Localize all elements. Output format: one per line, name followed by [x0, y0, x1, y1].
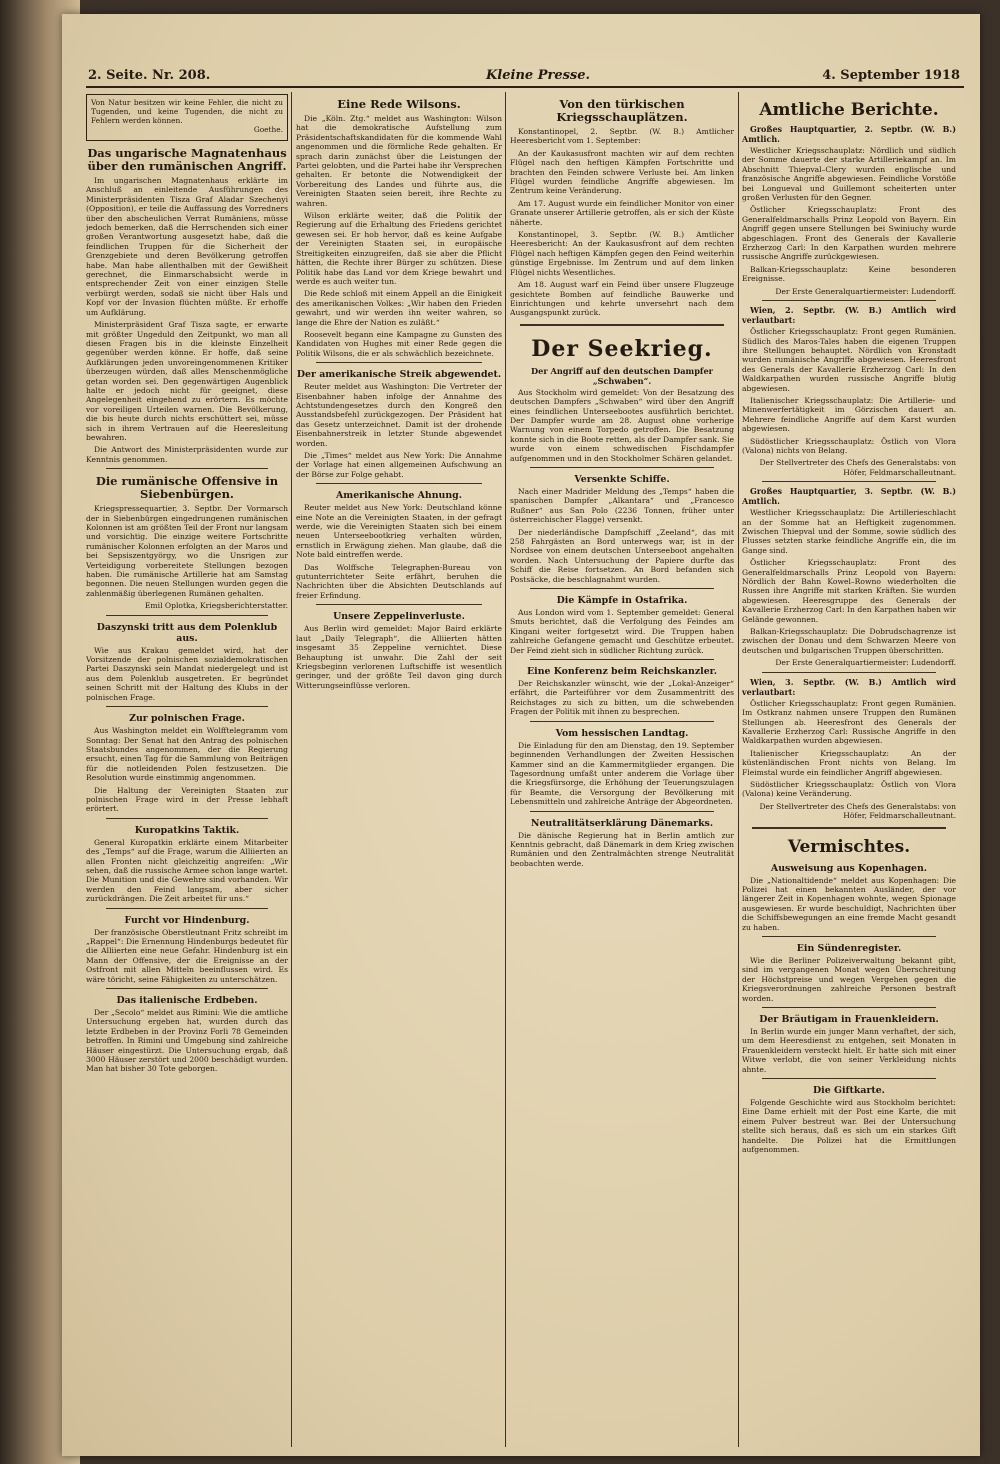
article-paragraph: Die Antwort des Ministerpräsidenten wurde zur Kenntnis genommen.: [86, 445, 288, 464]
article-paragraph: General Kuropatkin erklärte einem Mitarbeiter des „Temps“ auf die Frage, warum die Alliierten an allen Fronten nicht gleichzeitig angreifen: „Wir sehen, daß die russische Armee schon lange wartet. Die Munition und die Gewehre sind vorhanden. Wir werden den Feind langsam, aber sicher zurückdrängen. Die Zeit arbeitet für uns.“: [86, 837, 288, 904]
divider: [530, 811, 714, 812]
divider: [106, 908, 268, 909]
page-header: [86, 66, 964, 88]
article-paragraph: Reuter meldet aus Washington: Die Vertreter der Eisenbahner haben infolge der Annahme des Achtstundengesetzes durch den Kongreß den Ausstandsbefehl zurückgezogen. Der Präsident hat das Gesetz unterzeichnet. Damit ist der drohende Eisenbahnerstreik in letzter Stunde abgewendet worden.: [296, 382, 502, 448]
article-title: Der amerikanische Streik abgewendet.: [296, 369, 502, 381]
article-title: Ausweisung aus Kopenhagen.: [770, 862, 928, 874]
divider: [520, 324, 724, 326]
article-paragraph: Östlicher Kriegsschauplatz: Front gegen Rumänien. Südlich des Maros-Tales haben die eigenen Truppen ihre Stellungen behauptet. Nördlich von Kronstadt wurden rumänische Angriffe abgewiesen. Heeresfront des Generals der Kavallerie Erzherzog Carl: In den Waldkarpathen wurden russische Angriffe blutig abgewiesen.: [742, 327, 956, 393]
divider: [316, 604, 482, 605]
article-title: Daszynski tritt aus dem Polenklub aus.: [96, 621, 278, 644]
motto-text: Von Natur besitzen wir keine Fehler, die nicht zu Tugenden, und keine Tugenden, die nicht zu Fehlern werden können.: [91, 98, 283, 125]
article-paragraph: Westlicher Kriegsschauplatz: Die Artillerieschlacht an der Somme hat an Heftigkeit zugenommen. Zwischen Thiepval und der Somme, sowie südlich des Flusses setzten starke feindliche Angriffe ein, die im Gange sind.: [742, 508, 956, 555]
article-paragraph: Die „Köln. Ztg.“ meldet aus Washington: Wilson hat die demokratische Aufstellung zum Präsidentschaftskandidaten für die kommende Wahl angenommen und die förmliche Rede gehalten. Er sprach darin zunächst über die Leistungen der Partei gelobten, und die Partei habe ihr Versprechen gehalten. Er betonte die Notwendigkeit der Vorbereitung des Landes und führte aus, die Vereinigten Staaten seien bereit, ihre Rechte zu wahren.: [296, 114, 502, 208]
article-title: Der Bräutigam in Frauenkleidern.: [759, 1014, 939, 1026]
article-paragraph: Aus Washington meldet ein Wolfftelegramm vom Sonntag: Der Senat hat den Antrag des polnischen Staatsbundes angenommen, der die Regierung ersucht, einen Tag für die Sammlung von Beiträgen für die notleidenden Polen festzusetzen. Die Resolution wurde einstimmig angenommen.: [86, 726, 288, 783]
article-paragraph: Reuter meldet aus New York: Deutschland könne eine Note an die Vereinigten Staaten, in der gefragt werde, wie die Vereinigten Staaten sich bei einem neuen Unterseebootkrieg verhalten würden, ernstlich in Erwägung ziehen. Man glaube, daß die Note bald eintreffen werde.: [296, 503, 502, 560]
article-title: Amerikanische Ahnung.: [336, 490, 462, 502]
article-paragraph: Roosevelt begann eine Kampagne zu Gunsten des Kandidaten von Hughes mit einer Rede gegen die Politik Wilsons, die er als schwächlich bezeichnete.: [296, 329, 502, 358]
article-title: Zur polnischen Frage.: [129, 713, 245, 725]
article-title: Die Kämpfe in Ostafrika.: [556, 595, 688, 607]
article-paragraph: Die Rede schloß mit einem Appell an die Einigkeit des amerikanischen Volkes: „Wir haben den Frieden gewahrt, und wir werden ihn weiter wahren, so lange die Ehre der Nation es zuläßt.“: [296, 289, 502, 327]
article-paragraph: Konstantinopel, 2. Septbr. (W. B.) Amtlicher Heeresbericht vom 1. September:: [510, 127, 734, 146]
article-paragraph: Der niederländische Dampfschiff „Zeeland“, das mit 258 Fahrgästen an Bord unterwegs war, ist in der Nordsee von einem deutschen Unterseeboot angehalten worden. Nach Untersuchung der Papiere durfte das Schiff die Reise fortsetzen. An Bord befanden sich Postsäcke, die beschlagnahmt wurden.: [510, 527, 734, 584]
article-title: Unsere Zeppelinverluste.: [333, 611, 465, 623]
masthead: Kleine Presse.: [486, 68, 591, 83]
article-paragraph: Östlicher Kriegsschauplatz: Front gegen Rumänien. Im Ostkranz nahmen unsere Truppen den Rumänen Stellungen ab. Heeresfront des Generals der Kavallerie Erzherzog Carl: Russische Angriffe in den Waldkarpathen wurden abgewiesen.: [742, 698, 956, 746]
divider: [316, 362, 482, 363]
column-1: [86, 92, 288, 1447]
article-paragraph: Die Haltung der Vereinigten Staaten zur polnischen Frage wird in der Presse lebhaft erörtert.: [86, 785, 288, 814]
divider: [752, 827, 946, 829]
article-paragraph: Die dänische Regierung hat in Berlin amtlich zur Kenntnis gebracht, daß Dänemark in dem Krieg zwischen Rumänien und den Zentralmächten strenge Neutralität beobachten werde.: [510, 830, 734, 868]
article-paragraph: An der Kaukasusfront machten wir auf dem rechten Flügel nach den heftigen Kämpfen Fortschritte und brachten den Feinden schwere Verluste bei. Am linken Flügel wurden feindliche Angriffe abgewiesen. Im Zentrum keine Veränderung.: [510, 148, 734, 196]
report-dateline: Großes Hauptquartier, 3. Septbr. (W. B.) Amtlich.: [742, 486, 956, 507]
article-title: Eine Konferenz beim Reichskanzler.: [526, 666, 718, 678]
article-paragraph: Im ungarischen Magnatenhaus erklärte im Anschluß an einleitende Ausführungen des Ministerpräsidenten Tisza Graf Aladar Szechenyi (Opposition), er teile die Auffassung des Vorredners über den abscheulichen Verrat Rumäniens, müsse jedoch bemerken, daß die Herrschenden sich einer großen Verantwortung ausgesetzt habe, daß die feindlichen Truppen für die Sicherheit der Grenzgebiete und deren Bevölkerung getroffen habe. Man habe allenthalben mit der Gewißheit gerechnet, die Einmarschabsicht werde in entsprechender Zeit von einer einzigen Stelle verbürgt werden, sodaß sie nicht über Hals und Kopf vor der Invasion flüchten müßte. Er erhoffe um Aufklärung.: [86, 176, 288, 317]
article-paragraph: Folgende Geschichte wird aus Stockholm berichtet: Eine Dame erhielt mit der Post eine Karte, die mit einem Pulver bestreut war. Bei der Untersuchung stellte sich heraus, daß es sich um ein starkes Gift handelte. Die Polizei hat die Ermittlungen aufgenommen.: [742, 1098, 956, 1155]
column-3: [510, 92, 734, 1447]
article-paragraph: Die Einladung für den am Dienstag, den 19. September beginnenden Verhandlungen der Zweiten Hessischen Kammer sind an die Kammermitglieder ergangen. Die Tagesordnung umfaßt unter anderem die Vorlage über die Kriegsfürsorge, die Erhöhung der Teuerungszulagen für Beamte, die Versorgung der Bevölkerung mit Lebensmitteln und zahlreiche Anträge der Abgeordneten.: [510, 740, 734, 807]
divider: [762, 936, 936, 937]
article-paragraph: Kriegspressequartier, 3. Septbr. Der Vormarsch der in Siebenbürgen eingedrungenen rumänischen Kolonnen ist am größten Teil der Front nur langsam und vorsichtig. Die einzige weitere Fortschritte rumänischer Kolonnen erfolgten an der Maros und bei Sepsiszentgyörgy, wo die Unsrigen zur Verteidigung vorbereitete Stellungen bezogen haben. Die rumänische Artillerie hat am Samstag begonnen. Die neuen Stellungen wurden gegen die zahlenmäßig überlegenen Rumänen gehalten.: [86, 504, 288, 598]
article-paragraph: Das Wolffsche Telegraphen-Bureau von gutunterrichteter Seite erfährt, beruhen die Nachrichten über die Absichten Deutschlands auf freier Erfindung.: [296, 562, 502, 600]
divider: [762, 1007, 936, 1008]
article-title: Neutralitätserklärung Dänemarks.: [530, 817, 714, 829]
article-title: Eine Rede Wilsons.: [337, 97, 461, 111]
article-signature: Emil Oplotka, Kriegsberichterstatter.: [144, 601, 288, 611]
article-paragraph: Ministerpräsident Graf Tisza sagte, er erwarte mit größter Ungeduld den Zeitpunkt, wo man all diesen Fragen bis in die kleinste Einzelheit gegenüber werden könne. Er hoffe, daß seine Aufklärungen jeden unvoreingenommenen Kritiker überzeugen würden, daß alles Menschenmögliche getan worden sei. Den gegenwärtigen Augenblick halte er jedoch nicht für geeignet, diese Angelegenheit eingehend zu erörtern. Es möchte vor voreiligen Urteilen warnen. Die Bevölkerung, die bis heute durch nichts erschüttert sei, müsse sich in ihrem Vertrauen auf die Heeresleitung bewahren.: [86, 320, 288, 442]
page-number: 2. Seite. Nr. 208.: [88, 68, 211, 83]
divider: [530, 721, 714, 722]
article-paragraph: Nach einer Madrider Meldung des „Temps“ haben die spanischen Dampfer „Alkantara“ und „Francesco Rußner“ aus San Polo (2236 Tonnen, früher unter österreichischer Flagge) versenkt.: [510, 486, 734, 525]
section-title: Der Seekrieg.: [531, 335, 713, 362]
article-paragraph: Die „Times“ meldet aus New York: Die Annahme der Vorlage hat einen allgemeinen Aufschwung an der Börse zur Folge gehabt.: [296, 451, 502, 479]
divider: [762, 672, 936, 673]
article-paragraph: Östlicher Kriegsschauplatz: Front des Generalfeldmarschalls Prinz Leopold von Bayern: Nördlich der Bahn Kowel–Rowno wiederholten die Russen ihre Angriffe mit starken Kräften. Sie wurden abgewiesen. Heeresgruppe des Generals der Kavallerie Erzherzog Carl: In den Karpathen haben wir Gelände gewonnen.: [742, 558, 956, 624]
report-signature: Der Erste Generalquartiermeister: Ludendorff.: [775, 286, 956, 296]
article-paragraph: Wie die Berliner Polizeiverwaltung bekannt gibt, sind im vergangenen Monat wegen Überschreitung der Höchstpreise und wegen Vergehen gegen die Kriegsverordnungen zahlreiche Personen bestraft worden.: [742, 956, 956, 1003]
article-title: Furcht vor Hindenburg.: [124, 914, 250, 926]
article-paragraph: Der „Secolo“ meldet aus Rimini: Wie die amtliche Untersuchung ergeben hat, wurden durch das letzte Erdbeben in der Provinz Forli 78 Gemeinden betroffen. In Rimini und Umgebung sind zahlreiche Häuser eingestürzt. Die Untersuchung ergab, daß 3000 Häuser zerstört und 2000 beschädigt wurden. Man hat bisher 30 Tote geborgen.: [86, 1008, 288, 1074]
article-subtitle: Der Angriff auf den deutschen Dampfer „Schwaben“.: [531, 365, 713, 386]
report-dateline: Wien, 3. Septbr. (W. B.) Amtlich wird verlautbart:: [742, 676, 956, 697]
article-paragraph: Der Reichskanzler wünscht, wie der „Lokal-Anzeiger“ erfährt, die Parteiführer vor dem Zusammentritt des Reichstages zu sich zu bitten, um die schwebenden Fragen der Politik mit ihnen zu besprechen.: [510, 679, 734, 717]
article-paragraph: Aus Stockholm wird gemeldet: Von der Besatzung des deutschen Dampfers „Schwaben“ wird über den Angriff eines feindlichen Unterseebootes ausführlich berichtet. Der Dampfer wurde am 28. August ohne vorherige Warnung von einem Torpedo getroffen. Die Besatzung konnte sich in die Boote retten, als der Dampfer sank. Sie wurde von einem schwedischen Fischdampfer aufgenommen und in den Stockholmer Schären gelandet.: [510, 387, 734, 463]
article-paragraph: Der französische Oberstleutnant Fritz schreibt im „Rappel“: Die Ernennung Hindenburgs bedeutet für die Alliierten eine neue Gefahr. Hindenburg ist ein Mann der Offensive, der die Ereignisse an der Ostfront mit allen Mitteln beeinflussen wird. Es wäre töricht, seine Fähigkeiten zu unterschätzen.: [86, 927, 288, 984]
column-rule: [291, 92, 292, 1447]
column-rule: [505, 92, 506, 1447]
article-paragraph: Italienischer Kriegsschauplatz: Die Artillerie- und Minenwerfertätigkeit im Görzischen dauert an. Mehrere feindliche Angriffe auf dem Karst wurden abgewiesen.: [742, 395, 956, 434]
article-title: Das ungarische Magnatenhaus über den rumänischen Angriff.: [87, 146, 287, 173]
date: 4. September 1918: [822, 68, 960, 83]
divider: [530, 588, 714, 589]
newspaper-page: [62, 14, 980, 1456]
article-title: Versenkte Schiffe.: [574, 473, 670, 485]
column-2: [296, 92, 502, 1447]
section-title: Amtliche Berichte.: [759, 100, 939, 120]
article-title: Das italienische Erdbeben.: [116, 995, 258, 1007]
report-signature: Der Stellvertreter des Chefs des Generalstabs: von Höfer, Feldmarschalleutnant.: [759, 801, 956, 821]
divider: [106, 988, 268, 989]
column-4: [742, 92, 956, 1447]
divider: [316, 483, 482, 484]
article-paragraph: Konstantinopel, 3. Septbr. (W. B.) Amtlicher Heeresbericht: An der Kaukasusfront auf dem rechten Flügel nach heftigen Kämpfen gegen den Feind weiterhin günstige Ergebnisse. Im Zentrum und auf dem linken Flügel nichts Wesentliches.: [510, 230, 734, 277]
article-paragraph: Balkan-Kriegsschauplatz: Keine besonderen Ereignisse.: [742, 264, 956, 284]
article-paragraph: Westlicher Kriegsschauplatz: Nördlich und südlich der Somme dauerte der starke Artilleriekampf an. Im Abschnitt Thiepval–Clery wurden englische und französische Angriffe abgewiesen. Feindliche Vorstöße bei Longueval und Guillemont scheiterten unter großen Verlusten für den Gegner.: [742, 146, 956, 203]
divider: [106, 615, 268, 616]
article-paragraph: In Berlin wurde ein junger Mann verhaftet, der sich, um dem Heeresdienst zu entgehen, seit Monaten in Frauenkleidern versteckt hielt. Er hatte sich mit einer Witwe verlobt, die von seiner Verkleidung nichts ahnte.: [742, 1027, 956, 1074]
article-paragraph: Wie aus Krakau gemeldet wird, hat der Vorsitzende der polnischen sozialdemokratischen Partei Daszynski sein Mandat niedergelegt und ist aus dem Polenklub ausgetreten. Er begründet seinen Schritt mit der Haltung des Klubs in der polnischen Frage.: [86, 645, 288, 702]
report-dateline: Großes Hauptquartier, 2. Septbr. (W. B.) Amtlich.: [742, 124, 956, 144]
article-title: Vom hessischen Landtag.: [555, 727, 689, 739]
divider: [106, 468, 268, 469]
article-title: Die rumänische Offensive in Siebenbürgen.: [95, 474, 279, 502]
article-paragraph: Wilson erklärte weiter, daß die Politik der Regierung auf die Erhaltung des Friedens gerichtet gewesen sei. Er hob hervor, daß es keine Aufgabe der Vereinigten Staaten sei, in europäische Streitigkeiten einzugreifen, daß sie aber die Pflicht hätten, die Rechte ihrer Bürger zu schützen. Diese Politik habe das Land vor dem Kriege bewahrt und werde es auch weiter tun.: [296, 211, 502, 286]
column-rule: [738, 92, 739, 1447]
article-paragraph: Balkan-Kriegsschauplatz: Die Dobrudschagrenze ist zwischen der Donau und dem Schwarzen Meere von deutschen und bulgarischen Truppen überschritten.: [742, 627, 956, 655]
divider: [106, 818, 268, 819]
divider: [762, 300, 936, 301]
article-paragraph: Östlicher Kriegsschauplatz: Front des Generalfeldmarschalls Prinz Leopold von Bayern. Ein Angriff gegen unsere Stellungen bei Swiniuchy wurde abgeschlagen. Front des Generals der Kavallerie Erzherzog Carl: In den Karpathen wurden mehrere russische Angriffe zurückgewiesen.: [742, 205, 956, 262]
motto-author: Goethe.: [253, 125, 283, 134]
article-paragraph: Aus Berlin wird gemeldet: Major Baird erklärte laut „Daily Telegraph“, die Alliierten hätten insgesamt 35 Zeppeline vernichtet. Diese Behauptung ist unwahr. Die Zahl der seit Kriegsbeginn verlorenen Luftschiffe ist wesentlich geringer, und der größte Teil davon ging durch Witterungseinflüsse verloren.: [296, 624, 502, 690]
article-paragraph: Die „Nationaltidende“ meldet aus Kopenhagen: Die Polizei hat einen bekannten Ausländer, der vor längerer Zeit in Kopenhagen wohnte, wegen Spionage ausgewiesen. Er wurde beschuldigt, Nachrichten über die Schiffsbewegungen an eine fremde Macht gesandt zu haben.: [742, 875, 956, 932]
divider: [530, 467, 714, 468]
article-title: Kuropatkins Taktik.: [134, 824, 240, 836]
article-paragraph: Am 17. August wurde ein feindlicher Monitor von einer Granate unserer Artillerie getroffen, als er sich der Küste näherte.: [510, 198, 734, 227]
article-paragraph: Am 18. August warf ein Feind über unsere Flugzeuge gesichtete Bomben auf feindliche Bauwerke und Einrichtungen und kehrte unversehrt nach dem Ausgangspunkt zurück.: [510, 280, 734, 318]
report-dateline: Wien, 2. Septbr. (W. B.) Amtlich wird verlautbart:: [742, 305, 956, 326]
divider: [106, 706, 268, 707]
divider: [530, 659, 714, 660]
divider: [762, 1078, 936, 1079]
divider: [762, 481, 936, 482]
article-paragraph: Südöstlicher Kriegsschauplatz: Östlich von Vlora (Valona) keine Veränderung.: [742, 779, 956, 799]
article-paragraph: Italienischer Kriegsschauplatz: An der küstenländischen Front nichts von Belang. Im Fleimstal wurde ein feindlicher Angriff abgewiesen.: [742, 748, 956, 777]
motto-box: [86, 94, 288, 141]
article-paragraph: Aus London wird vom 1. September gemeldet: General Smuts berichtet, daß die Verfolgung des Feindes am Kingani weiter fortgesetzt wird. Die Truppen haben zahlreiche Gefangene gemacht und Geschütze erbeutet. Der Feind zieht sich in südlicher Richtung zurück.: [510, 608, 734, 655]
article-title: Von den türkischen Kriegsschauplätzen.: [556, 97, 688, 124]
article-title: Ein Sündenregister.: [796, 943, 902, 954]
article-title: Die Giftkarte.: [813, 1085, 885, 1097]
report-signature: Der Erste Generalquartiermeister: Ludendorff.: [775, 658, 956, 668]
article-paragraph: Südöstlicher Kriegsschauplatz: Östlich von Vlora (Valona) nichts von Belang.: [742, 436, 956, 455]
section-title: Vermischtes.: [787, 836, 911, 857]
report-signature: Der Stellvertreter des Chefs des Generalstabs: von Höfer, Feldmarschalleutnant.: [759, 458, 956, 477]
